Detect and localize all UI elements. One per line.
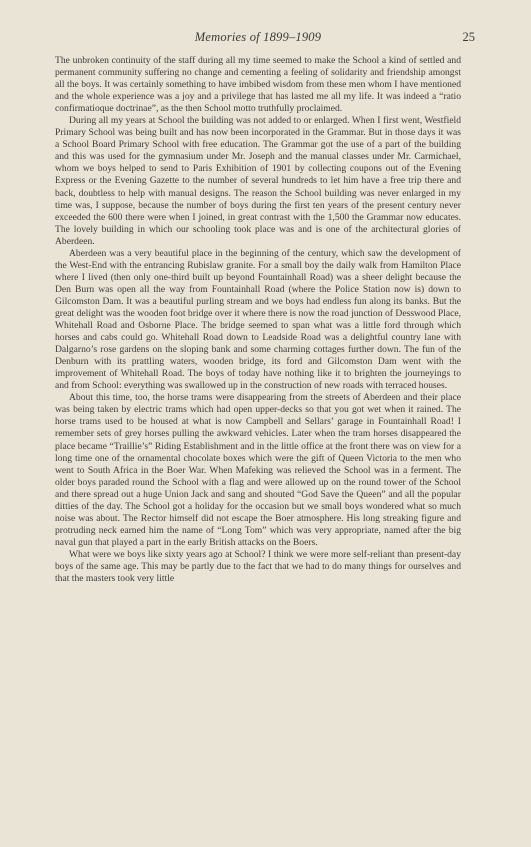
running-head [55, 30, 475, 52]
paragraph: The unbroken continuity of the staff during all my time seemed to make the School a kind of settled and permanent community suffering no change and cementing a feeling of solidarity and friendship amongst all the boys. It was certainly something to have imbibed wisdom from these men whom I have mentioned and the whole experience was a joy and a privilege that has lasted me all my life. It was indeed a “ratio confirmatioque doctrinae”, as the then School motto truthfully proclaimed. [55, 55, 461, 115]
page-number: 25 [462, 30, 475, 44]
paragraph: During all my years at School the building was not added to or enlarged. When I first went, Westfield Primary School was being built and has now been incorporated in the Grammar. But in those days it was a School Board Primary School with free education. The Grammar got the use of a part of the building and this was used for the gymnasium under Mr. Joseph and the manual classes under Mr. Carmichael, whom we boys helped to send to Paris Exhibition of 1901 by collecting coupons out of the Evening Express or the Evening Gazette to the number of several hundreds to let him have a free trip there and back, doubtless to help with manual designs. The reason the School building was never enlarged in my time was, I suppose, because the number of boys during the first ten years of the present century never exceeded the 600 there were when I joined, in great contrast with the 1,500 the Grammar now educates. The lovely building in which our schooling took place was and is one of the architectural glories of Aberdeen. [55, 115, 461, 247]
running-title: Memories of 1899–1909 [194, 30, 322, 44]
body-text [55, 55, 461, 585]
paragraph: About this time, too, the horse trams were disappearing from the streets of Aberdeen and their place was being taken by electric trams which had open upper-decks so that you got wet when it rained. The horse trams used to be housed at what is now Campbell and Sellars’ garage in Fountainhall Road! I remember sets of grey horses pulling the awkward vehicles. Later when the tram horses disappeared the place became “Traillie’s” Riding Establishment and in the little office at the front there was on view for a long time one of the ornamental chocolate boxes which were the gift of Queen Victoria to the men who went to South Africa in the Boer War. When Mafeking was relieved the School was in a ferment. The older boys paraded round the School with a flag and were allowed up on the round tower of the School and there spread out a huge Union Jack and sang and shouted “God Save the Queen” and all the popular ditties of the day. The School got a holiday for the occasion but we small boys wondered what so much noise was about. The Rector himself did not escape the Boer atmosphere. His long streaking figure and protruding neck earned him the name of “Long Tom” which was very appropriate, named after the big naval gun that played a part in the early British attacks on the Boers. [55, 392, 461, 548]
paragraph: Aberdeen was a very beautiful place in the beginning of the century, which saw the development of the West-End with the entrancing Rubislaw granite. For a small boy the daily walk from Hamilton Place where I lived (then only one-third built up beyond Fountainhall Road) was a sheer delight because the Den Burn was open all the way from Fountainhall Road (where the Police Station now is) down to Gilcomston Dam. It was a beautiful purling stream and we boys had endless fun along its banks. But the great delight was the wooden foot bridge over it where there is now the road junction of Desswood Place, Whitehall Road and Osborne Place. The bridge seemed to span what was a little ford through which horses and cabs could go. Whitehall Road down to Leadside Road was a delightful country lane with Dalgarno’s rose gardens on the sloping bank and some charming cottages further down. The fun of the Denburn with its prattling waters, wooden bridge, its ford and Gilcomston Dam went with the improvement of Whitehall Road. The boys of today have nothing like it to brighten the journeyings to and from School: everything was swallowed up in the construction of new roads with terraced houses. [55, 247, 461, 392]
paragraph: What were we boys like sixty years ago at School? I think we were more self-reliant than present-day boys of the same age. This may be partly due to the fact that we had to do many things for ourselves and that the masters took very little [55, 548, 461, 585]
